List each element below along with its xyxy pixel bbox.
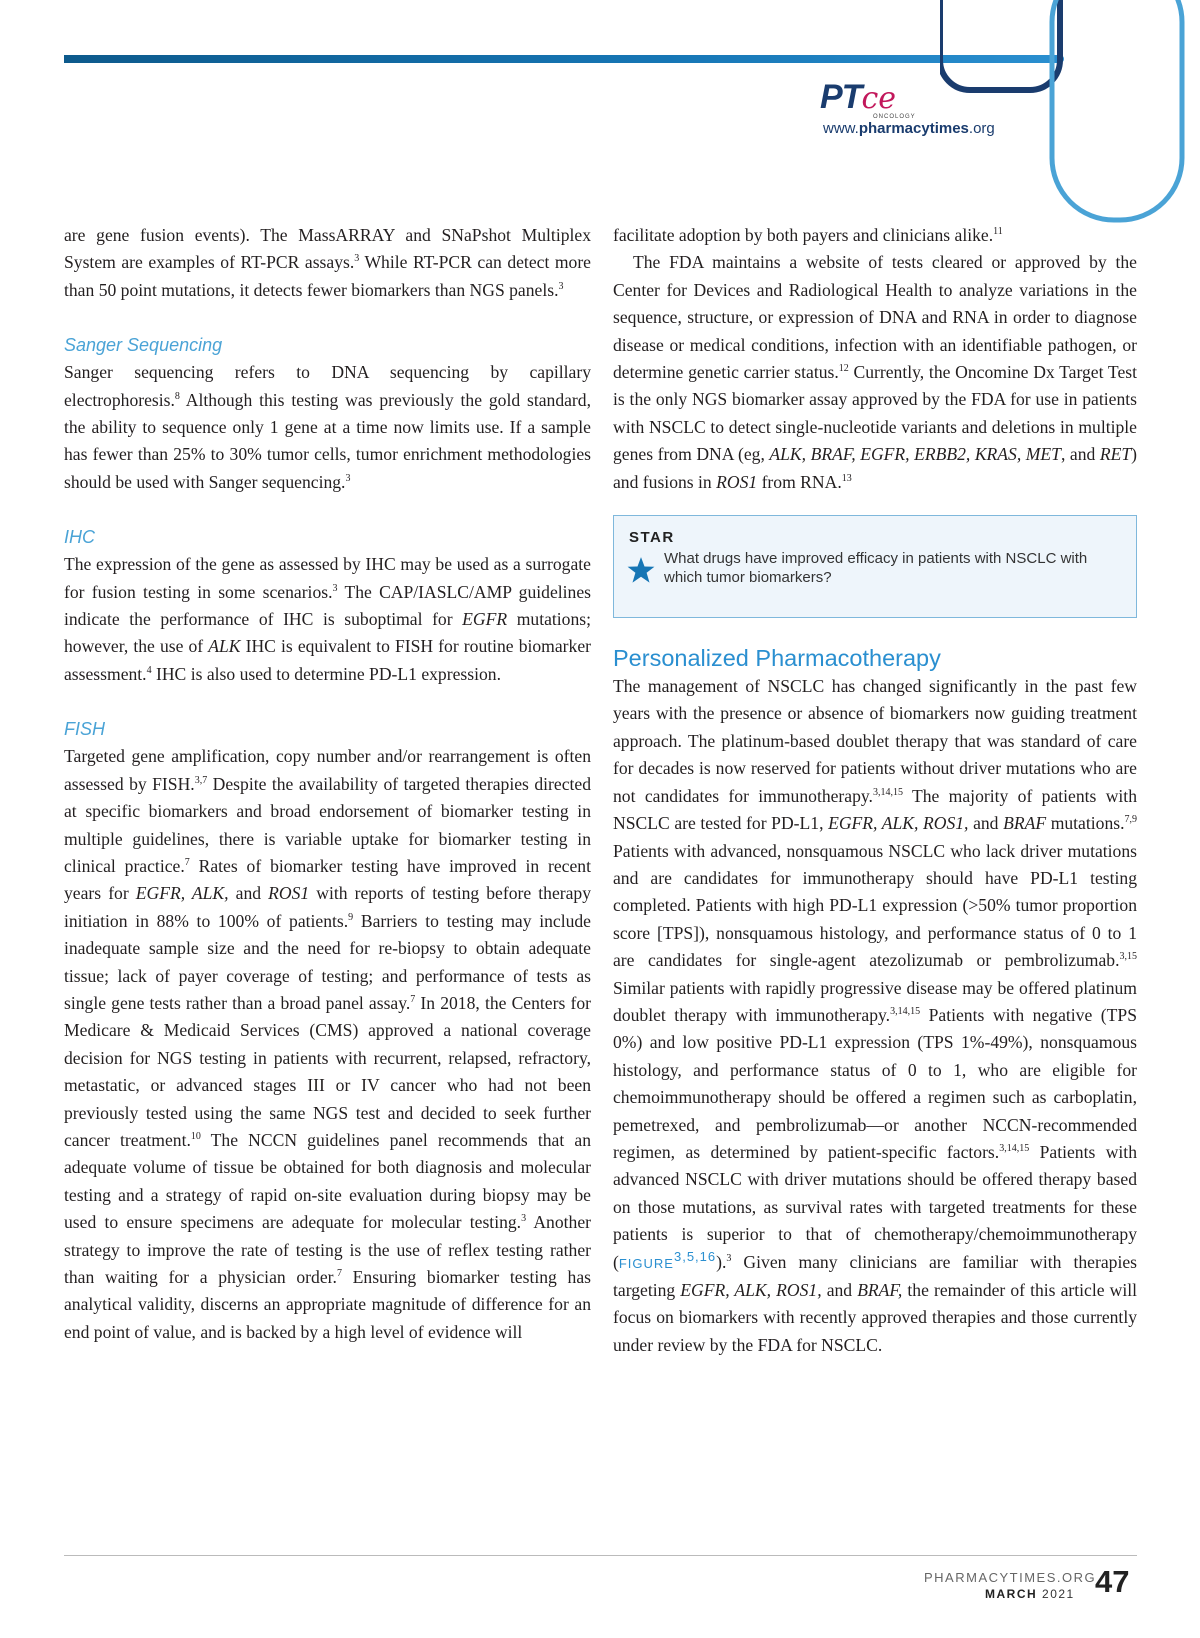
- site-url[interactable]: [823, 120, 995, 137]
- corner-decoration: [940, 0, 1200, 230]
- logo-ce: ce: [861, 81, 897, 116]
- paragraph-rtpcr: are gene fusion events). The MassARRAY and SNaPshot Multiplex System are examples of RT-PCR assays.$^3$ While RT-PCR can detect more than 50 point mutations, it detects fewer biomarkers than NGS panels.$^3$: [64, 225, 591, 300]
- logo-oncology: ONCOLOGY: [873, 114, 916, 120]
- ref-sup: 9: [348, 911, 354, 923]
- ref-sup: 3,7: [194, 774, 208, 786]
- paragraph-management: The management of NSCLC has changed significantly in the past few years with the presence or absence of biomarkers now guiding treatment approach. The platinum-based doublet therapy that was standard of care for decades is now reserved for patients without driver mutations who are not candidates for immunotherapy.$^{3,14,15}$ The majority of patients with NSCLC are tested for PD-L1, EGFR, ALK, ROS1, and BRAF mutations.$^{7,9}$ Patients with advanced, nonsquamous NSCLC who lack driver mutations and are candidates for immunotherapy should have PD-L1 testing completed. Patients with high PD-L1 expression (>50% tumor proportion score [TPS]), nonsquamous histology, and performance status of 0 to 1 are candidates for single-agent atezolizumab or pembrolizumab.$^{3,15}$ Similar patients with rapidly progressive disease may be offered platinum doublet therapy with immunotherapy.$^{3,14,15}$ Patients with negative (TPS 0%) and low positive PD-L1 expression (TPS 1%-49%), nonsquamous histology, and performance status of 0 to 1, who are eligible for chemoimmunotherapy should be offered a regimen such as carboplatin, pemetrexed, and pembrolizumab—or another NCCN-recommended regimen, as determined by patient-specific factors.$^{3,14,15}$ Patients with advanced NSCLC with driver mutations should be offered therapy based on those mutations, as survival rates with targeted treatments for these patients is superior to that of chemotherapy/chemoimmunotherapy (FIGURE$^{3,5,16}$).$^3$ Given many clinicians are familiar with therapies targeting EGFR, ALK, ROS1, and BRAF, the remainder of this article will focus on biomarkers with recently approved therapies and those currently under review by the FDA for NSCLC.: [613, 676, 1138, 1355]
- figure-ref-sup: 3,5,16: [673, 1248, 717, 1264]
- header-rule: [64, 55, 1064, 63]
- ref-sup: 3: [521, 1213, 527, 1225]
- star-title: STAR: [629, 529, 675, 547]
- ref-sup: 3,14,15: [890, 1005, 921, 1017]
- footer-issue-date: [985, 1587, 1075, 1601]
- right-column: [613, 222, 1137, 1359]
- paragraph-fda: The FDA maintains a website of tests cleared or approved by the Center for Devices and Radiological Health to analyze variations in the sequence, structure, or expression of DNA and RNA in order to diagnose disease or medical conditions, infection with an identifiable pathogen, or determine genetic carrier status.$^{12}$ Currently, the Oncomine Dx Target Test is the only NGS biomarker assay approved by the FDA for use in patients with NSCLC to detect single-nucleotide variants and deletions in multiple genes from DNA (eg, ALK, BRAF, EGFR, ERBB2, KRAS, MET, and RET) and fusions in ROS1 from RNA.$^{13}$: [613, 252, 1137, 492]
- footer-rule: [64, 1555, 1137, 1556]
- blue-rounded-shape: [1052, 0, 1182, 220]
- ref-sup: 8: [174, 390, 180, 402]
- logo-pt: PT: [820, 78, 862, 116]
- ref-sup: 3: [354, 253, 360, 265]
- page-number: 47: [1095, 1564, 1130, 1599]
- ref-sup: 7: [184, 856, 190, 868]
- footer-site: PHARMACYTIMES.ORG: [924, 1570, 1097, 1585]
- ref-sup: 10: [190, 1130, 201, 1142]
- footer-year: 2021: [1042, 1587, 1075, 1601]
- navy-rounded-shape: [940, 0, 1060, 90]
- ref-sup: 3,15: [1119, 951, 1137, 963]
- ref-sup: 11: [993, 226, 1003, 237]
- url-suffix: .org: [968, 120, 995, 137]
- url-domain: pharmacytimes: [858, 120, 969, 137]
- figure-link[interactable]: FIGURE: [618, 1255, 674, 1271]
- ref-sup: 7: [336, 1268, 342, 1279]
- ref-sup: 12: [838, 363, 849, 375]
- ref-sup: 3: [558, 280, 564, 292]
- left-column: [64, 222, 591, 1346]
- paragraph-adoption: facilitate adoption by both payers and clinicians alike.$^{11}$: [613, 225, 1003, 245]
- ref-sup: 3: [726, 1252, 732, 1264]
- star-callout-box: [613, 515, 1137, 618]
- section-heading-personalized: Personalized Pharmacotherapy: [613, 645, 941, 672]
- ref-sup: 7,9: [1124, 814, 1137, 826]
- star-question: What drugs have improved efficacy in patients with NSCLC with which tumor biomarkers?: [664, 550, 1088, 587]
- ref-sup: 3,14,15: [999, 1142, 1030, 1154]
- ref-sup: 7: [410, 993, 416, 1005]
- paragraph-sanger: Sanger sequencing refers to DNA sequencing by capillary electrophoresis.$^8$ Although this testing was previously the gold standard, the ability to sequence only 1 gene at a time now limits use. If a sample has fewer than 25% to 30% tumor cells, tumor enrichment methodologies should be used with Sanger sequencing.$^3$: [64, 362, 591, 492]
- footer-month: MARCH: [985, 1587, 1038, 1601]
- ref-sup: 4: [146, 664, 152, 676]
- paragraph-fish: Targeted gene amplification, copy number and/or rearrangement is often assessed by FISH.$^{3,7}$ Despite the availability of targeted therapies directed at specific biomarkers and broad endorsement of biomarker testing in multiple guidelines, there is variable uptake for biomarker testing in clinical practice.$^7$ Rates of biomarker testing have improved in recent years for EGFR, ALK, and ROS1 with reports of testing before therapy initiation in 88% to 100% of patients.$^9$ Barriers to testing may include inadequate sample size and the need for re-biopsy to obtain adequate tissue; lack of payer coverage of testing; and performance of tests as single gene tests rather than a broad panel assay.$^7$ In 2018, the Centers for Medicare & Medicaid Services (CMS) approved a national coverage decision for NGS testing in patients with recurrent, relapsed, refractory, metastatic, or advanced stages III or IV cancer who had not been previously tested using the same NGS test and decided to seek further cancer treatment.$^{10}$ The NCCN guidelines panel recommends that an adequate volume of tissue be obtained for both diagnosis and molecular testing and a strategy of rapid on-site evaluation during biopsy may be used to ensure specimens are adequate for molecular testing.$^3$ Another strategy to improve the rate of testing is the use of reflex testing rather than waiting for a physician order.$^7$ Ensuring biomarker testing has analytical validity, discerns an appropriate magnitude of difference for an end point of value, and is backed by a high level of evidence will: [64, 746, 592, 1342]
- subhead-sanger: Sanger Sequencing: [64, 335, 223, 356]
- ref-sup: 13: [841, 472, 852, 484]
- ptce-logo: [820, 78, 916, 120]
- subhead-fish: FISH: [64, 719, 106, 740]
- subhead-ihc: IHC: [64, 527, 95, 548]
- star-icon: [627, 556, 655, 584]
- ref-sup: 3: [332, 582, 338, 594]
- ref-sup: 3: [345, 472, 351, 484]
- url-prefix: www.: [823, 120, 859, 137]
- paragraph-ihc: The expression of the gene as assessed by IHC may be used as a surrogate for fusion testing in some scenarios.$^3$ The CAP/IASLC/AMP guidelines indicate the performance of IHC is suboptimal for EGFR mutations; however, the use of ALK IHC is equivalent to FISH for routine biomarker assessment.$^4$ IHC is also used to determine PD-L1 expression.: [64, 554, 592, 684]
- ref-sup: 3,14,15: [872, 786, 903, 798]
